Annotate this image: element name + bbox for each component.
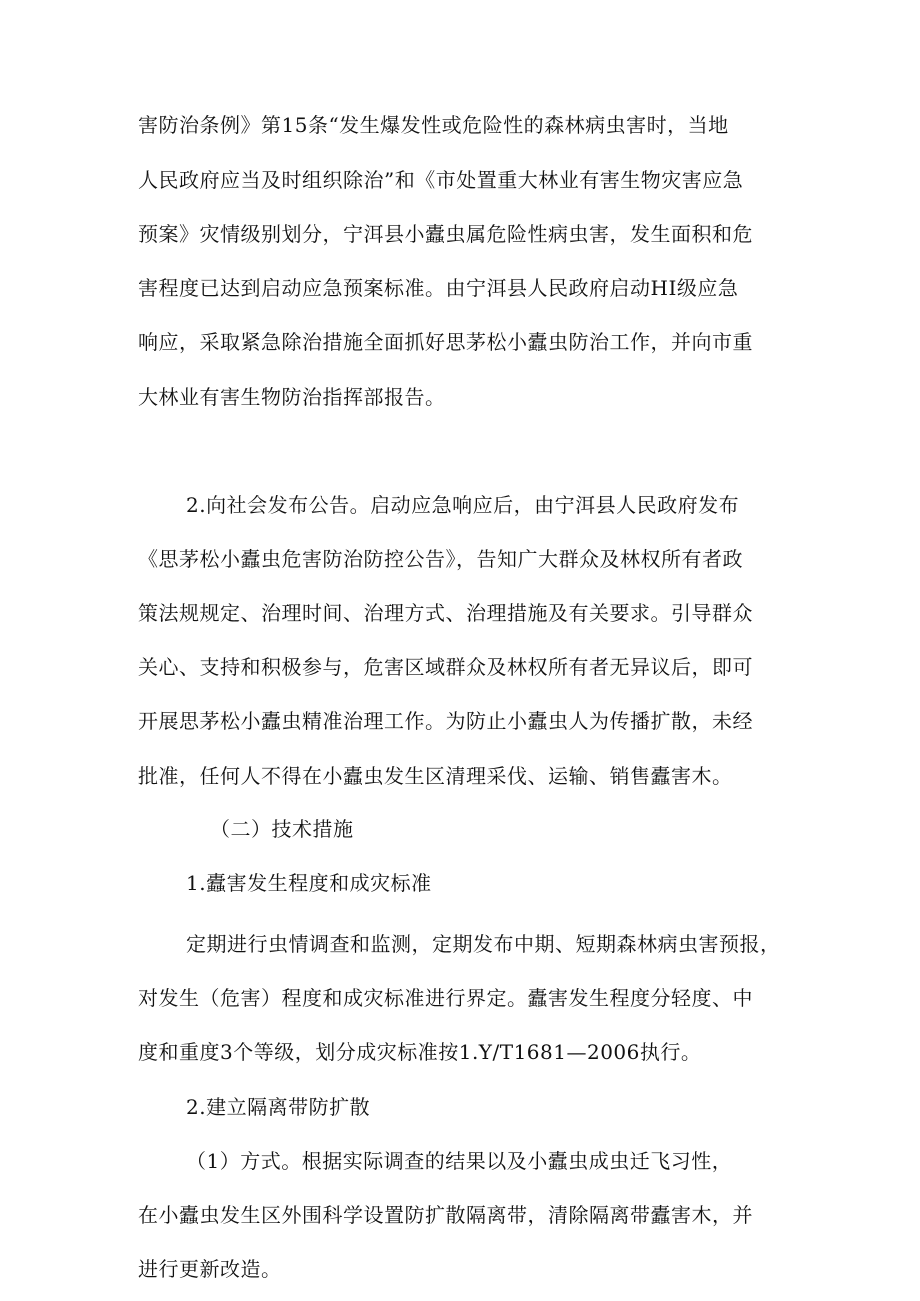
text-line: 开展思茅松小蠹虫精准治理工作。为防止小蠹虫人为传播扩散，未经 — [138, 709, 753, 733]
text-line: 批准，任何人不得在小蠹虫发生区清理采伐、运输、销售蠹害木。 — [138, 764, 733, 788]
text-line: 害程度已达到启动应急预案标准。由宁洱县人民政府启动HI级应急 — [138, 276, 739, 300]
text-line: 预案》灾情级别划分，宁洱县小蠹虫属危险性病虫害，发生面积和危 — [138, 222, 753, 246]
text-line: 策法规规定、治理时间、治理方式、治理措施及有关要求。引导群众 — [138, 601, 753, 625]
text-line: 关心、支持和积极参与，危害区域群众及林权所有者无异议后，即可 — [138, 655, 753, 679]
text-line: 在小蠹虫发生区外围科学设置防扩散隔离带，清除隔离带蠹害木，并 — [138, 1203, 753, 1227]
text-line: 定期进行虫情调查和监测，定期发布中期、短期森林病虫害预报， — [186, 932, 781, 956]
subsection-heading: 2.建立隔离带防扩散 — [186, 1095, 371, 1119]
subsection-heading: 1.蠹害发生程度和成灾标准 — [186, 871, 432, 895]
text-line: 大林业有害生物防治指挥部报告。 — [138, 385, 446, 409]
text-line: （1）方式。根据实际调查的结果以及小蠹虫成虫迁飞习性， — [186, 1149, 733, 1173]
section-heading: （二）技术措施 — [210, 817, 354, 841]
text-line: 响应，采取紧急除治措施全面抓好思茅松小蠹虫防治工作，并向市重 — [138, 330, 753, 354]
text-line: 对发生（危害）程度和成灾标准进行界定。蠹害发生程度分轻度、中 — [138, 986, 753, 1010]
text-line: 人民政府应当及时组织除治”和《市处置重大林业有害生物灾害应急 — [138, 168, 744, 192]
text-line: 害防治条例》第15条“发生爆发性或危险性的森林病虫害时，当地 — [138, 113, 729, 137]
text-line: 进行更新改造。 — [138, 1257, 282, 1281]
text-line: 《思茅松小蠹虫危害防治防控公告》，告知广大群众及林权所有者政 — [138, 547, 743, 571]
text-line: 度和重度3个等级，划分成灾标准按1.Y/T1681—2006执行。 — [138, 1040, 702, 1064]
text-line: 2.向社会发布公告。启动应急响应后，由宁洱县人民政府发布 — [186, 493, 740, 517]
